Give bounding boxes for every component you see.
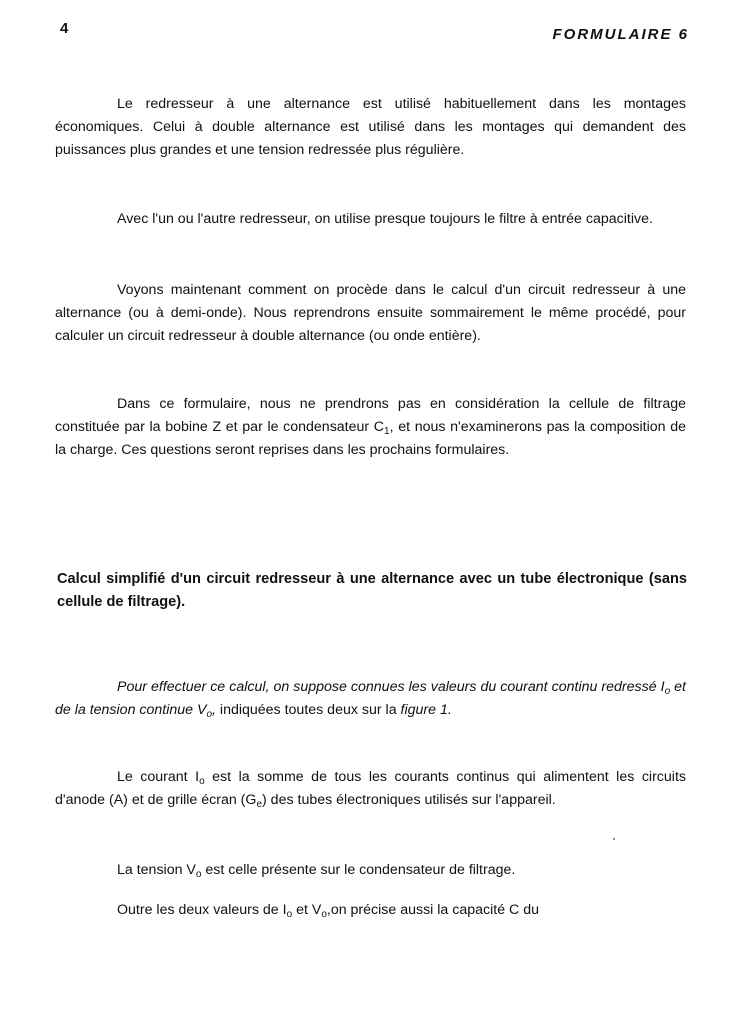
page-number: 4 — [60, 20, 69, 37]
paragraph-text: Dans ce formulaire, nous ne prendrons pas en considération la cellule de filtrage constituée par la bobine Z et par le condensateur C — [55, 396, 686, 435]
paragraph-text: indiquées toutes deux sur la — [215, 702, 401, 718]
paragraph-voltage-definition — [117, 859, 515, 882]
paragraph-scope-note — [55, 393, 686, 462]
paragraph-text: ,on précise aussi la capacité C du — [326, 902, 540, 918]
paragraph-calculation-method — [55, 279, 686, 348]
subscript: o — [199, 776, 205, 787]
running-title: FORMULAIRE 6 — [552, 26, 689, 43]
paragraph-text: et V — [292, 902, 322, 918]
scan-speck — [613, 838, 615, 840]
paragraph-text: Le courant I — [117, 769, 200, 785]
paragraph-text: La tension V — [117, 862, 196, 878]
paragraph-text: Voyons maintenant comment on procède dans le calcul d'un circuit redresseur à une alternance (ou à demi-onde). Nous reprendrons ensuite sommairement le même procédé, pour calculer un circuit redresseur à double alternance (ou onde entière). — [55, 282, 686, 344]
paragraph-text: Outre les deux valeurs de I — [117, 902, 287, 918]
subscript: o — [195, 869, 202, 880]
paragraph-text-italic: et de la tension continue V — [55, 679, 686, 718]
paragraph-rectifier-intro — [55, 93, 686, 162]
subscript: o — [286, 909, 293, 920]
paragraph-capacitance-intro — [117, 899, 539, 922]
subscript: o — [321, 909, 327, 920]
paragraph-capacitive-filter — [55, 208, 686, 231]
paragraph-text: , et nous n'examinerons pas la composition de la charge. Ces questions seront reprises dans les prochains formulaires. — [55, 419, 686, 458]
paragraph-text: est la somme de tous les courants continus qui alimentent les circuits d'anode (A) et de grille écran (G — [55, 769, 686, 808]
paragraph-text-italic: Pour effectuer ce calcul, on suppose connues les valeurs du courant continu redressé I — [117, 679, 665, 695]
paragraph-current-definition — [55, 766, 686, 812]
figure-reference: figure 1. — [400, 702, 452, 718]
paragraph-text: Le redresseur à une alternance est utilisé habituellement dans les montages économiques. Celui à double alternance est utilisé dans les montages qui demandent des puissances plus grandes et une tension redressée plus régulière. — [55, 96, 686, 158]
section-heading: Calcul simplifié d'un circuit redresseur à une alternance avec un tube électronique (sans cellule de filtrage). — [57, 571, 687, 610]
subscript: 1 — [384, 426, 390, 437]
subscript: o — [206, 709, 213, 720]
subscript: e — [256, 799, 263, 810]
subscript: o — [664, 686, 671, 697]
paragraph-text: Avec l'un ou l'autre redresseur, on utilise presque toujours le filtre à entrée capacitive. — [117, 211, 653, 227]
paragraph-assumptions — [55, 676, 686, 722]
paragraph-text: est celle présente sur le condensateur de filtrage. — [201, 862, 516, 878]
paragraph-text: ) des tubes électroniques utilisés sur l'appareil. — [262, 792, 556, 808]
paragraph-text-italic: , — [212, 702, 216, 718]
